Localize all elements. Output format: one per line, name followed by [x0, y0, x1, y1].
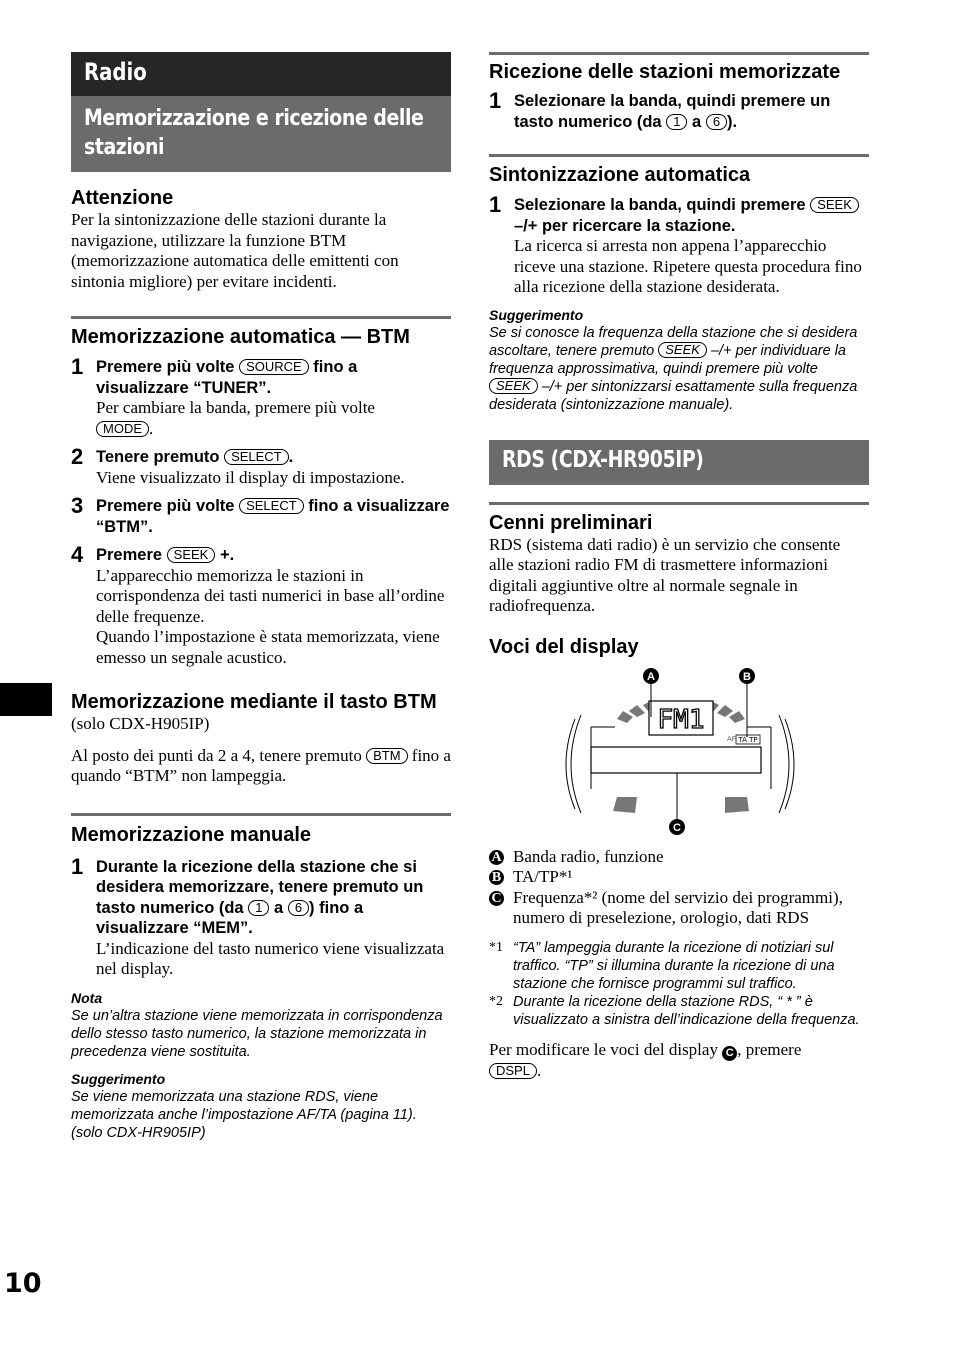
step-number: 2: [71, 444, 84, 469]
frequency-line: [591, 747, 761, 773]
preset-heading: Ricezione delle stazioni memorizzate: [489, 52, 869, 84]
manual-section: [71, 813, 451, 1142]
section-banner: [71, 96, 451, 172]
change-display-text: Per modificare le voci del display C , premere DSPL .: [489, 1039, 802, 1080]
intro-heading: Cenni preliminari: [489, 502, 869, 535]
legend-item-a: A Banda radio, funzione: [489, 847, 869, 868]
callout-b-label: B: [743, 670, 751, 683]
btm-step-2: [71, 444, 451, 488]
rds-title: RDS (CDX-HR905IP): [502, 446, 704, 473]
step-description: Per cambiare la banda, premere più volte MODE .: [96, 398, 375, 438]
intro-text: RDS (sistema dati radio) è un servizio che consente alle stazioni radio FM di trasmettere informazioni digitali aggiuntive oltre al normale segnale in radiofrequenza.: [489, 534, 841, 615]
af-indicator: AF: [727, 734, 736, 743]
auto-tune-tip: [489, 306, 869, 414]
auto-tune-heading: Sintonizzazione automatica: [489, 154, 869, 187]
step-instruction: Premere più volte SELECT fino a visualizzare “BTM”.: [96, 497, 450, 536]
attention-heading: Attenzione: [71, 187, 174, 209]
display-diagram: [489, 661, 869, 841]
btm-key-heading: Memorizzazione mediante il tasto BTM: [71, 691, 437, 713]
footnotes: [489, 939, 869, 1029]
legend-mark-c: C: [489, 891, 504, 906]
display-legend: [489, 847, 869, 929]
page-number: 10: [4, 1268, 42, 1299]
tatp-indicator: TA TP: [738, 735, 758, 744]
tip-text: Se si conosce la frequenza della stazione che si desidera ascoltare, tenere premuto SEEK –/+ per individuare la frequenza approssimativa, quindi premere più volte SEEK –/+ per sintonizzarsi esattamente sulla frequenza desiderata (sintonizzazione manuale).: [489, 324, 858, 413]
btm-section: [71, 316, 451, 668]
select-key: SELECT: [239, 498, 304, 514]
btm-step-4: [71, 542, 451, 668]
step-description: La ricerca si arresta non appena l’apparecchio riceve una stazione. Ripetere questa procedura fino alla ricezione della stazione desiderata.: [514, 236, 862, 296]
btm-key-text: Al posto dei punti da 2 a 4, tenere premuto BTM fino a quando “BTM” non lampeggia.: [71, 745, 451, 785]
manual-tip: [71, 1070, 451, 1142]
radio-title: Radio: [84, 58, 147, 86]
btm-step-1: [71, 354, 451, 439]
seek-key: SEEK: [658, 342, 707, 358]
step-description: L’indicazione del tasto numerico viene visualizzata nel display.: [96, 938, 445, 978]
tip-heading: Suggerimento: [489, 306, 584, 323]
dspl-key: DSPL: [489, 1063, 537, 1079]
tip-heading: Suggerimento: [71, 1070, 166, 1087]
change-mark-c: C: [722, 1046, 737, 1061]
btm-key-subtitle: (solo CDX-H905IP): [71, 714, 210, 733]
key-6: 6: [288, 900, 309, 916]
left-column: [71, 52, 451, 1142]
manual-heading: Memorizzazione manuale: [71, 813, 451, 847]
callout-a: [643, 668, 659, 684]
band-screen-text: FM1: [657, 704, 705, 735]
step-description: Viene visualizzato il display di impostazione.: [96, 467, 405, 487]
seek-key: SEEK: [810, 197, 859, 213]
note-text: Se un’altra stazione viene memorizzata in corrispondenza dello stesso tasto numerico, la stazione memorizzata in precedenza viene sostituita.: [71, 1007, 443, 1060]
manual-note: [71, 989, 451, 1061]
step-instruction: Premere più volte SOURCE fino a visualizzare “TUNER”.: [96, 358, 358, 397]
step-number: 4: [71, 542, 84, 567]
step-instruction: Tenere premuto SELECT .: [96, 448, 294, 466]
footnote-2: *2 Durante la ricezione della stazione RDS, “ * ” è visualizzato a sinistra dell’indicazione della frequenza.: [489, 993, 860, 1028]
legend-mark-a: A: [489, 850, 504, 865]
callout-a-label: A: [647, 670, 655, 683]
btm-key: BTM: [366, 748, 407, 764]
step-number: 1: [489, 192, 502, 217]
key-1: 1: [248, 900, 269, 916]
source-key: SOURCE: [239, 359, 309, 375]
auto-tune-section: [489, 154, 869, 414]
footnote-1: *1 “TA” lampeggia durante la ricezione di notiziari sul traffico. “TP” si illumina durante la ricezione di una stazione che fornisce programmi sul traffico.: [489, 939, 835, 992]
step-instruction: Selezionare la banda, quindi premere SEEK –/+ per ricercare la stazione.: [514, 195, 869, 236]
seek-key: SEEK: [167, 547, 216, 563]
step-instruction: Durante la ricezione della stazione che si desidera memorizzare, tenere premuto un tasto numerico (da 1 a 6 ) fino a visualizzare “MEM”.: [96, 857, 424, 937]
note-heading: Nota: [71, 989, 103, 1006]
intro-section: [489, 502, 869, 617]
rds-banner: [489, 440, 869, 485]
btm-heading: Memorizzazione automatica — BTM: [71, 316, 451, 349]
legend-item-b: B TA/TP*¹: [489, 867, 869, 888]
step-description-1: L’apparecchio memorizza le stazioni in corrispondenza dei tasti numerici in base all’ordine delle frequenze.: [96, 565, 445, 626]
display-section: [489, 635, 869, 1082]
btm-step-3: [71, 493, 451, 537]
auto-tune-step-1: [489, 192, 869, 298]
btm-key-section: [71, 690, 451, 787]
step-description-2: Quando l’impostazione è stata memorizzata, viene emesso un segnale acustico.: [96, 627, 440, 667]
step-number: 3: [71, 493, 84, 518]
footnote-mark: *1: [489, 939, 503, 955]
select-key: SELECT: [224, 449, 289, 465]
radio-banner: [71, 52, 451, 96]
right-column: [489, 52, 869, 1081]
attention-block: [71, 186, 451, 292]
footnote-mark: *2: [489, 993, 503, 1009]
mode-key: MODE: [96, 421, 149, 437]
tip-text: Se viene memorizzata una stazione RDS, viene memorizzata anche l’impostazione AF/TA (pagina 11). (solo CDX-HR905IP): [71, 1088, 417, 1141]
step-number: 1: [489, 88, 502, 113]
seek-key: SEEK: [489, 378, 538, 394]
legend-item-c: C Frequenza*² (nome del servizio dei programmi), numero di preselezione, orologio, dati RDS: [489, 888, 869, 929]
manual-step-1: [71, 853, 451, 980]
callout-b: [739, 668, 755, 684]
key-6: 6: [706, 114, 727, 130]
callout-c: [669, 819, 685, 835]
preset-section: [489, 52, 869, 132]
step-number: 1: [71, 853, 84, 879]
attention-text: Per la sintonizzazione delle stazioni durante la navigazione, utilizzare la funzione BTM (memorizzazione automatica delle emittenti con sintonia migliore) per evitare incidenti.: [71, 210, 399, 291]
step-instruction: Premere SEEK +.: [96, 546, 235, 564]
key-1: 1: [666, 114, 687, 130]
display-heading: Voci del display: [489, 635, 639, 658]
preset-step-1: [489, 88, 869, 132]
section-title: Memorizzazione e ricezione delle stazioni: [84, 106, 424, 160]
legend-mark-b: B: [489, 870, 504, 885]
step-instruction: Selezionare la banda, quindi premere un tasto numerico (da 1 a 6 ).: [514, 92, 831, 131]
step-number: 1: [71, 354, 84, 379]
section-tab: [0, 683, 52, 716]
callout-c-label: C: [673, 821, 681, 834]
